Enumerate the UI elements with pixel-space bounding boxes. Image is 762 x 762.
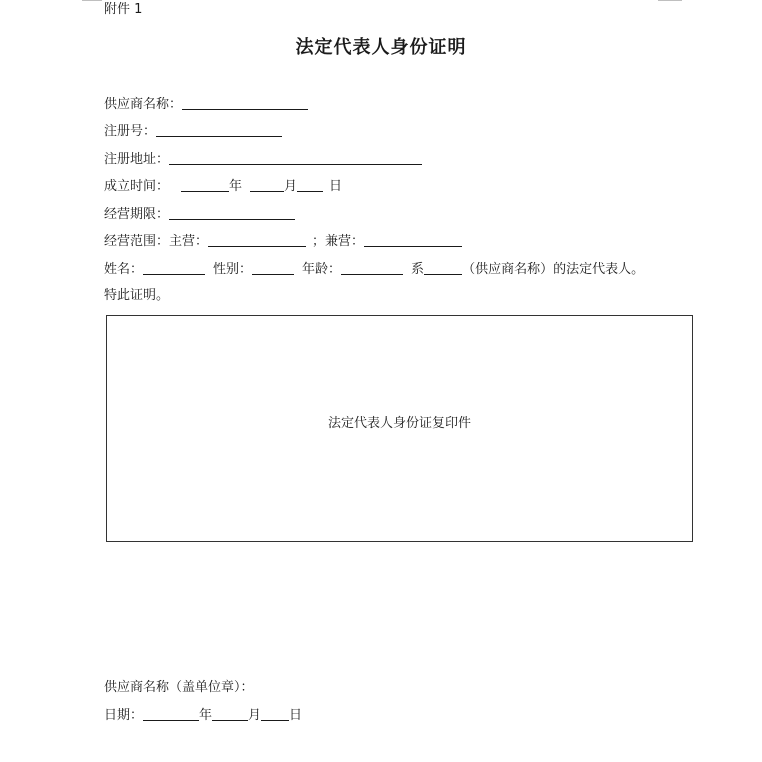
established-month-label: 月 — [284, 179, 298, 194]
relation-suffix: （供应商名称）的法定代表人。 — [462, 262, 645, 277]
business-scope-label: 经营范围：主营： — [104, 234, 209, 249]
id-copy-label: 法定代表人身份证复印件 — [327, 416, 471, 431]
certify-statement — [104, 286, 169, 306]
footer-date — [104, 706, 302, 726]
gender-label: 性别： — [213, 262, 253, 277]
side-business-label: ；兼营： — [312, 234, 365, 249]
page-corner-mark-left — [82, 0, 102, 1]
date-year-label: 年 — [199, 708, 213, 723]
field-row-legal-representative — [104, 260, 644, 280]
field-row-established-time — [104, 177, 342, 197]
relation-label: 系 — [411, 262, 425, 277]
certify-text: 特此证明。 — [104, 288, 170, 303]
registered-address-label: 注册地址： — [104, 152, 170, 167]
supplier-name-label: 供应商名称： — [104, 97, 183, 112]
date-day-blank — [261, 706, 289, 721]
relation-blank — [424, 260, 462, 275]
supplier-seal-label: 供应商名称（盖单位章）： — [104, 680, 254, 695]
name-blank — [143, 260, 205, 275]
age-label: 年龄： — [302, 262, 342, 277]
established-day-label: 日 — [329, 179, 343, 194]
established-month-blank — [250, 177, 284, 192]
established-time-label: 成立时间： — [104, 179, 170, 194]
attachment-label: 附件 1 — [104, 2, 143, 17]
date-year-blank — [143, 706, 199, 721]
side-business-blank — [364, 232, 462, 247]
field-row-business-term — [104, 205, 295, 225]
field-row-registered-address — [104, 150, 422, 170]
gender-blank — [252, 260, 294, 275]
document-title: 法定代表人身份证明 — [295, 37, 467, 58]
registered-address-blank — [169, 150, 422, 165]
business-term-label: 经营期限： — [104, 207, 170, 222]
date-month-blank — [212, 706, 248, 721]
established-year-blank — [181, 177, 229, 192]
field-row-business-scope — [104, 232, 462, 252]
age-blank — [341, 260, 403, 275]
registration-no-blank — [156, 122, 282, 137]
main-business-blank — [208, 232, 306, 247]
date-day-label: 日 — [289, 708, 303, 723]
date-label: 日期： — [104, 708, 144, 723]
footer-supplier-seal — [104, 678, 254, 698]
field-row-supplier-name — [104, 95, 308, 115]
id-copy-box — [106, 315, 693, 542]
business-term-blank — [169, 205, 295, 220]
field-row-registration-no — [104, 122, 282, 142]
supplier-name-blank — [182, 95, 308, 110]
page-corner-mark-right — [658, 0, 682, 1]
established-year-label: 年 — [229, 179, 243, 194]
name-label: 姓名： — [104, 262, 144, 277]
date-month-label: 月 — [248, 708, 262, 723]
established-day-blank — [297, 177, 323, 192]
registration-no-label: 注册号： — [104, 124, 157, 139]
